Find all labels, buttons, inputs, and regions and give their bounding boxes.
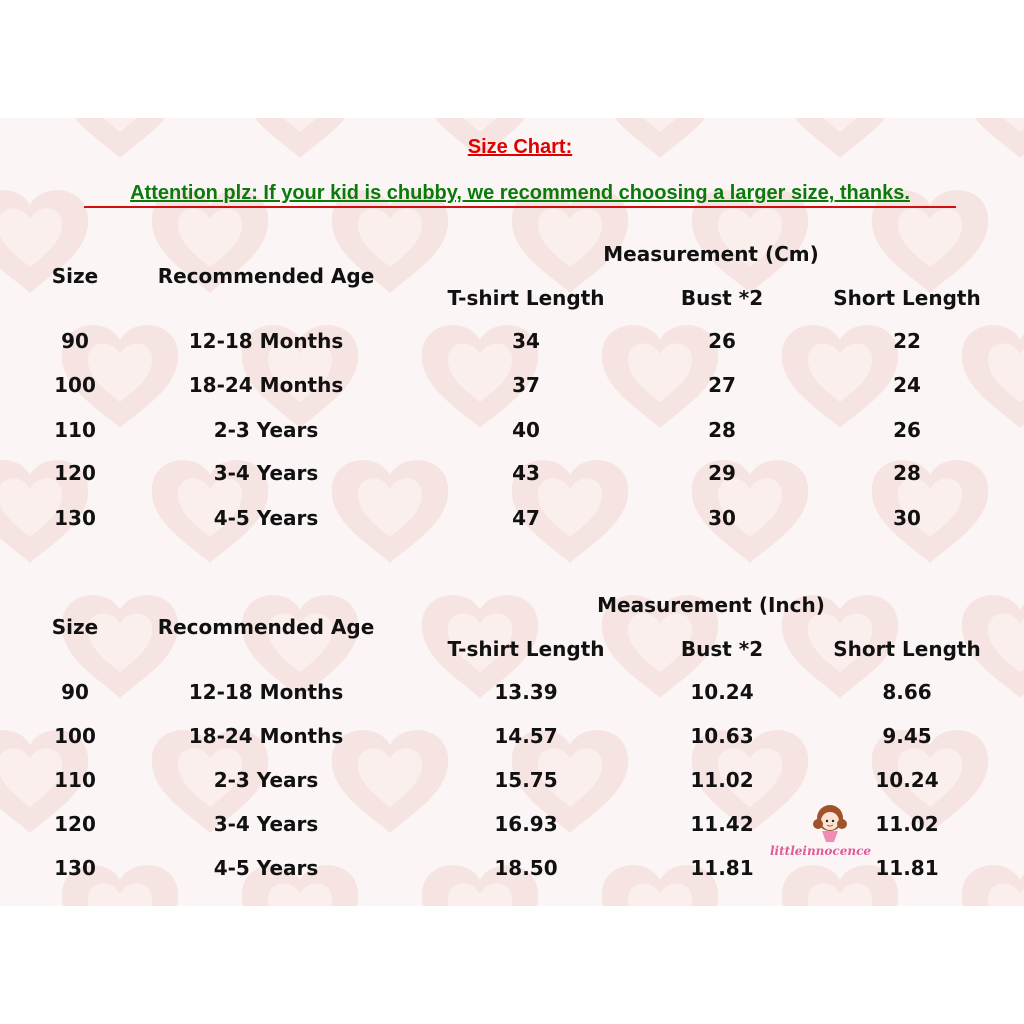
heart-shape (332, 460, 448, 563)
inch-header-age: Recommended Age (157, 615, 375, 639)
cm-header-age: Recommended Age (157, 264, 375, 288)
cell-bust: 11.81 (690, 856, 754, 880)
cell-age: 18-24 Months (188, 724, 344, 748)
heart-shape (872, 460, 988, 563)
cell-short: 9.45 (882, 724, 932, 748)
cell-age: 4-5 Years (213, 856, 319, 880)
cell-bust: 30 (708, 506, 736, 530)
inch-header-size: Size (51, 615, 99, 639)
cell-short: 11.81 (875, 856, 939, 880)
size-chart-board (0, 118, 1024, 906)
cell-age: 4-5 Years (213, 506, 319, 530)
cell-tshirt: 18.50 (494, 856, 558, 880)
cm-header-size: Size (51, 264, 99, 288)
cell-tshirt: 40 (512, 418, 540, 442)
cell-tshirt: 47 (512, 506, 540, 530)
cell-age: 12-18 Months (188, 680, 344, 704)
cell-bust: 11.42 (690, 812, 754, 836)
cell-bust: 28 (708, 418, 736, 442)
heart-shape (602, 118, 718, 158)
cell-short: 26 (893, 418, 921, 442)
cm-header-short: Short Length (833, 286, 981, 310)
cell-size: 90 (61, 680, 89, 704)
cell-tshirt: 14.57 (494, 724, 558, 748)
cell-tshirt: 15.75 (494, 768, 558, 792)
inch-group-header: Measurement (Inch) (597, 593, 825, 617)
cell-tshirt: 16.93 (494, 812, 558, 836)
cell-size: 90 (61, 329, 89, 353)
size-chart-title: Size Chart: (467, 136, 573, 158)
cell-bust: 10.63 (690, 724, 754, 748)
heart-shape (782, 118, 898, 158)
inch-header-short: Short Length (833, 637, 981, 661)
cm-header-bust: Bust *2 (680, 286, 764, 310)
cell-short: 10.24 (875, 768, 939, 792)
inch-header-bust: Bust *2 (680, 637, 764, 661)
cell-tshirt: 34 (512, 329, 540, 353)
cell-size: 110 (54, 768, 96, 792)
girl-logo-icon (770, 798, 860, 848)
watermark-text: littleinnocence (770, 844, 872, 858)
heart-shape (242, 118, 358, 158)
cell-size: 100 (54, 373, 96, 397)
cm-header-tshirt: T-shirt Length (447, 286, 605, 310)
heart-shape (962, 325, 1024, 428)
heart-shape (782, 325, 898, 428)
heart-shape (602, 325, 718, 428)
note-underline-divider (84, 206, 956, 208)
cell-size: 120 (54, 812, 96, 836)
cell-age: 2-3 Years (213, 418, 319, 442)
cell-short: 22 (893, 329, 921, 353)
inch-header-tshirt: T-shirt Length (447, 637, 605, 661)
cell-size: 100 (54, 724, 96, 748)
cell-bust: 27 (708, 373, 736, 397)
cell-age: 12-18 Months (188, 329, 344, 353)
cell-age: 2-3 Years (213, 768, 319, 792)
cell-bust: 11.02 (690, 768, 754, 792)
cell-short: 11.02 (875, 812, 939, 836)
cell-age: 3-4 Years (213, 461, 319, 485)
cell-bust: 10.24 (690, 680, 754, 704)
cm-group-header: Measurement (Cm) (603, 242, 819, 266)
chubby-note: Attention plz: If your kid is chubby, we recommend choosing a larger size, thanks. (130, 182, 910, 204)
cell-short: 8.66 (882, 680, 932, 704)
cell-age: 3-4 Years (213, 812, 319, 836)
heart-shape (962, 118, 1024, 158)
cell-short: 28 (893, 461, 921, 485)
heart-shape (62, 118, 178, 158)
cell-age: 18-24 Months (188, 373, 344, 397)
cell-size: 120 (54, 461, 96, 485)
cell-size: 110 (54, 418, 96, 442)
cell-size: 130 (54, 506, 96, 530)
cell-tshirt: 37 (512, 373, 540, 397)
heart-shape (962, 865, 1024, 906)
cell-short: 24 (893, 373, 921, 397)
cell-bust: 26 (708, 329, 736, 353)
heart-shape (332, 730, 448, 833)
cell-tshirt: 13.39 (494, 680, 558, 704)
cell-tshirt: 43 (512, 461, 540, 485)
cell-size: 130 (54, 856, 96, 880)
cell-short: 30 (893, 506, 921, 530)
cell-bust: 29 (708, 461, 736, 485)
